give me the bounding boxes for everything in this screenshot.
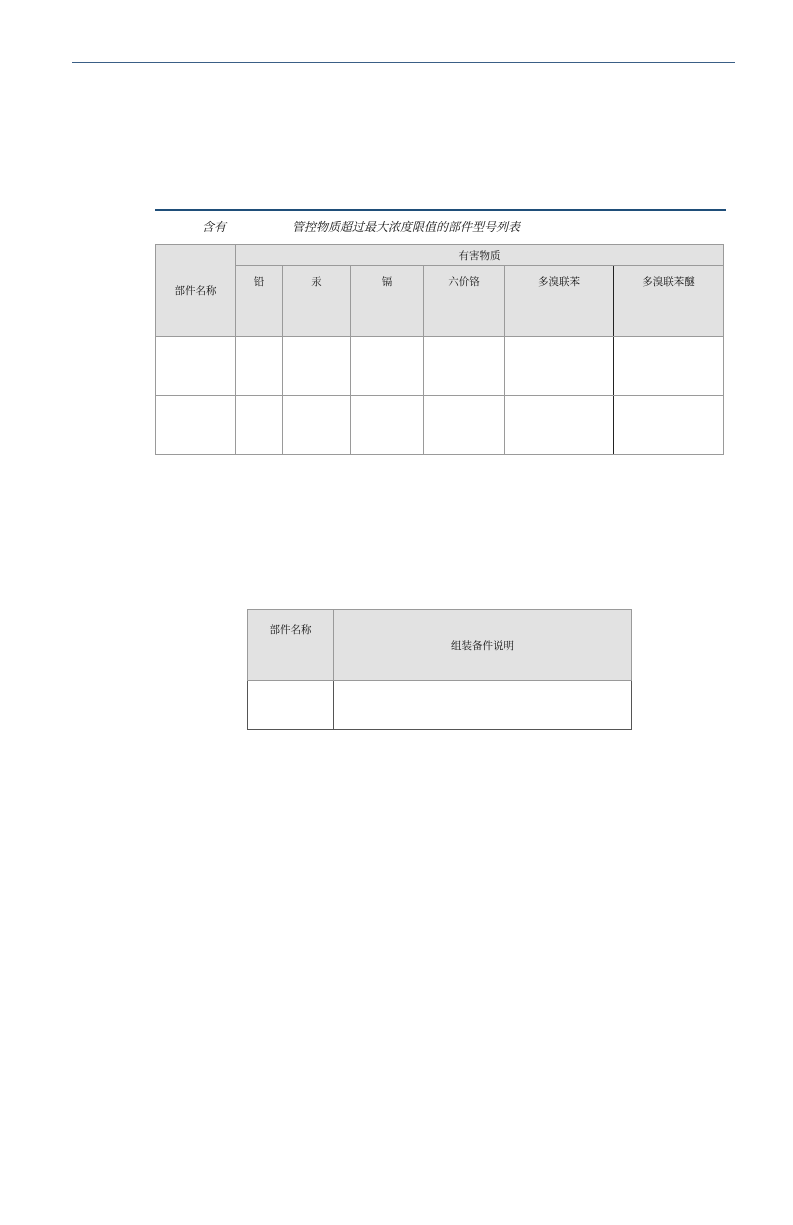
spare-parts-table — [247, 609, 632, 730]
part-name-header-2: 部件名称 — [248, 610, 334, 681]
hazardous-substance-table — [155, 244, 724, 455]
table1-caption-prefix: 含有 — [202, 220, 227, 234]
table-cell — [614, 337, 724, 396]
table-cell — [156, 337, 236, 396]
substance-header-pbde: 多溴联苯醚 — [614, 266, 724, 337]
table-cell — [283, 337, 351, 396]
table-cell — [351, 337, 424, 396]
substance-header-mercury: 汞 — [283, 266, 351, 337]
part-name-header: 部件名称 — [156, 245, 236, 337]
table-row — [248, 681, 632, 730]
substance-header-lead: 铅 — [236, 266, 283, 337]
table-cell — [283, 396, 351, 455]
table-cell — [505, 337, 614, 396]
table-cell — [614, 396, 724, 455]
substance-header-hexavalent-chromium: 六价铬 — [424, 266, 505, 337]
caption-rule — [155, 209, 726, 211]
table-cell — [424, 396, 505, 455]
table-row — [156, 396, 724, 455]
table1-caption: 管控物质超过最大浓度限值的部件型号列表 — [292, 220, 521, 234]
table-cell — [236, 337, 283, 396]
assembly-description-header: 组装备件说明 — [334, 610, 632, 681]
table-cell — [156, 396, 236, 455]
table-cell — [424, 337, 505, 396]
table-cell — [505, 396, 614, 455]
substance-header-cadmium: 镉 — [351, 266, 424, 337]
table-cell — [351, 396, 424, 455]
substance-header-pbb: 多溴联苯 — [505, 266, 614, 337]
table-cell — [248, 681, 334, 730]
table-row — [156, 337, 724, 396]
header-rule — [72, 62, 735, 63]
hazardous-substances-header: 有害物质 — [236, 245, 724, 266]
table-cell — [236, 396, 283, 455]
table-cell — [334, 681, 632, 730]
